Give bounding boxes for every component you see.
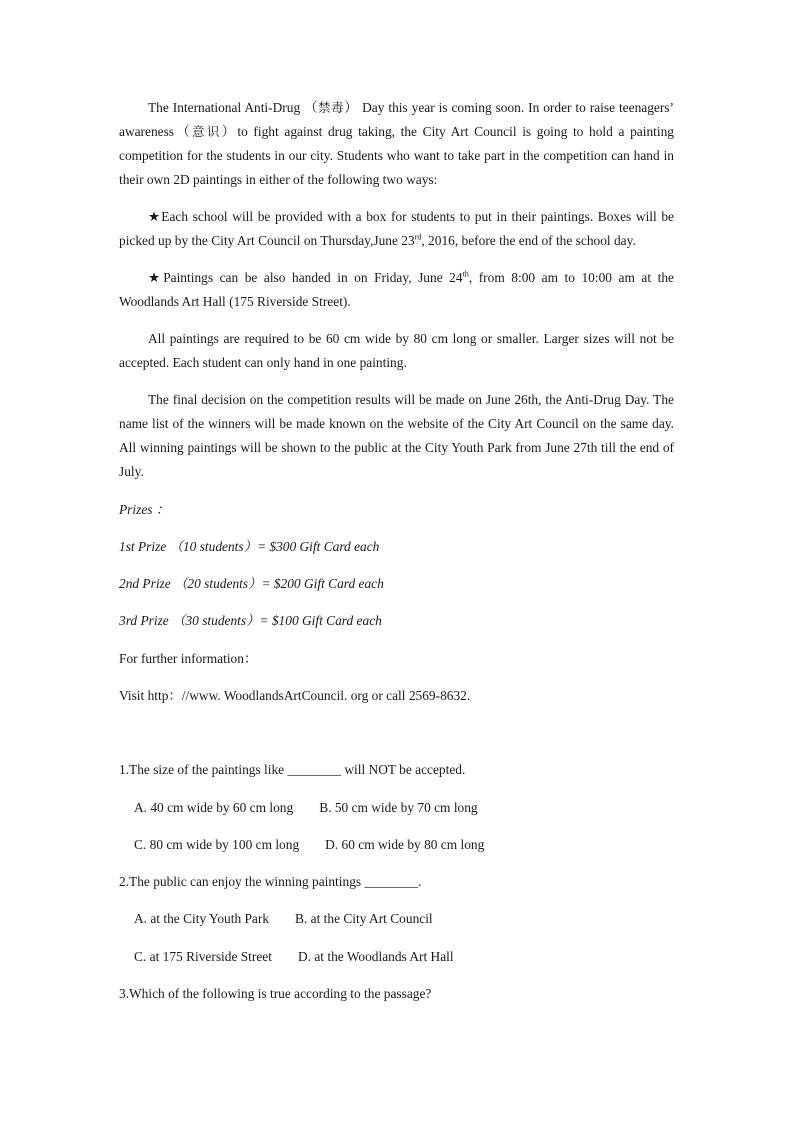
option-1c[interactable]: C. 80 cm wide by 100 cm long — [134, 837, 300, 852]
prize-item-1: 1st Prize （10 students）= $300 Gift Card each — [119, 539, 380, 554]
question-1-options-row-1 — [134, 798, 689, 818]
info-heading: For further information： — [119, 651, 258, 666]
passage-paragraph-5: The final decision on the competition results will be made on June 26th, the Anti-Drug Day. The name list of the winners will be made known on the website of the City Art Council on the same day. All winning paintings will be shown to the public at the City Youth Park from June 27th till the end of July. — [119, 392, 674, 479]
question-2-stem: 2.The public can enjoy the winning paintings ________. — [119, 874, 422, 889]
option-1b[interactable]: B. 50 cm wide by 70 cm long — [319, 800, 478, 815]
prize-item-2: 2nd Prize （20 students）= $200 Gift Card each — [119, 576, 384, 591]
option-2c[interactable]: C. at 175 Riverside Street — [134, 949, 272, 964]
question-1-options-row-2 — [134, 835, 689, 855]
info-visit: Visit http：//www. WoodlandsArtCouncil. org or call 2569-8632. — [119, 688, 471, 703]
option-1d[interactable]: D. 60 cm wide by 80 cm long — [325, 837, 485, 852]
question-3-stem: 3.Which of the following is true according to the passage? — [119, 986, 432, 1001]
prizes-heading: Prizes ： — [119, 502, 170, 517]
option-2a[interactable]: A. at the City Youth Park — [134, 911, 270, 926]
question-2-options-row-2 — [134, 947, 689, 967]
option-1a[interactable]: A. 40 cm wide by 60 cm long — [134, 800, 294, 815]
option-2d[interactable]: D. at the Woodlands Art Hall — [297, 949, 454, 964]
passage-paragraph-1: The International Anti-Drug （禁毒） Day this year is coming soon. In order to raise teenagers’ awareness（意识）to fight against drug taking, the City Art Council is going to hold a painting competition for the students in our city. Students who want to take part in the competition can hand in their own 2D paintings in either of the following two ways: — [119, 100, 674, 187]
passage-paragraph-3: ★Paintings can be also handed in on Friday, June 24th, from 8:00 am to 10:00 am at the Woodlands Art Hall (175 Riverside Street). — [119, 269, 674, 309]
prize-item-3: 3rd Prize （30 students）= $100 Gift Card each — [119, 613, 382, 628]
question-1-stem: 1.The size of the paintings like ________ will NOT be accepted. — [119, 762, 466, 777]
question-2-options-row-1 — [134, 909, 689, 929]
passage-paragraph-2: ★Each school will be provided with a box for students to put in their paintings. Boxes will be picked up by the City Art Council on Thursday,June 23rd, 2016, before the end of the school day. — [119, 209, 674, 248]
option-2b[interactable]: B. at the City Art Council — [295, 911, 433, 926]
passage-paragraph-4: All paintings are required to be 60 cm wide by 80 cm long or smaller. Larger sizes will not be accepted. Each student can only hand in one painting. — [119, 331, 674, 370]
